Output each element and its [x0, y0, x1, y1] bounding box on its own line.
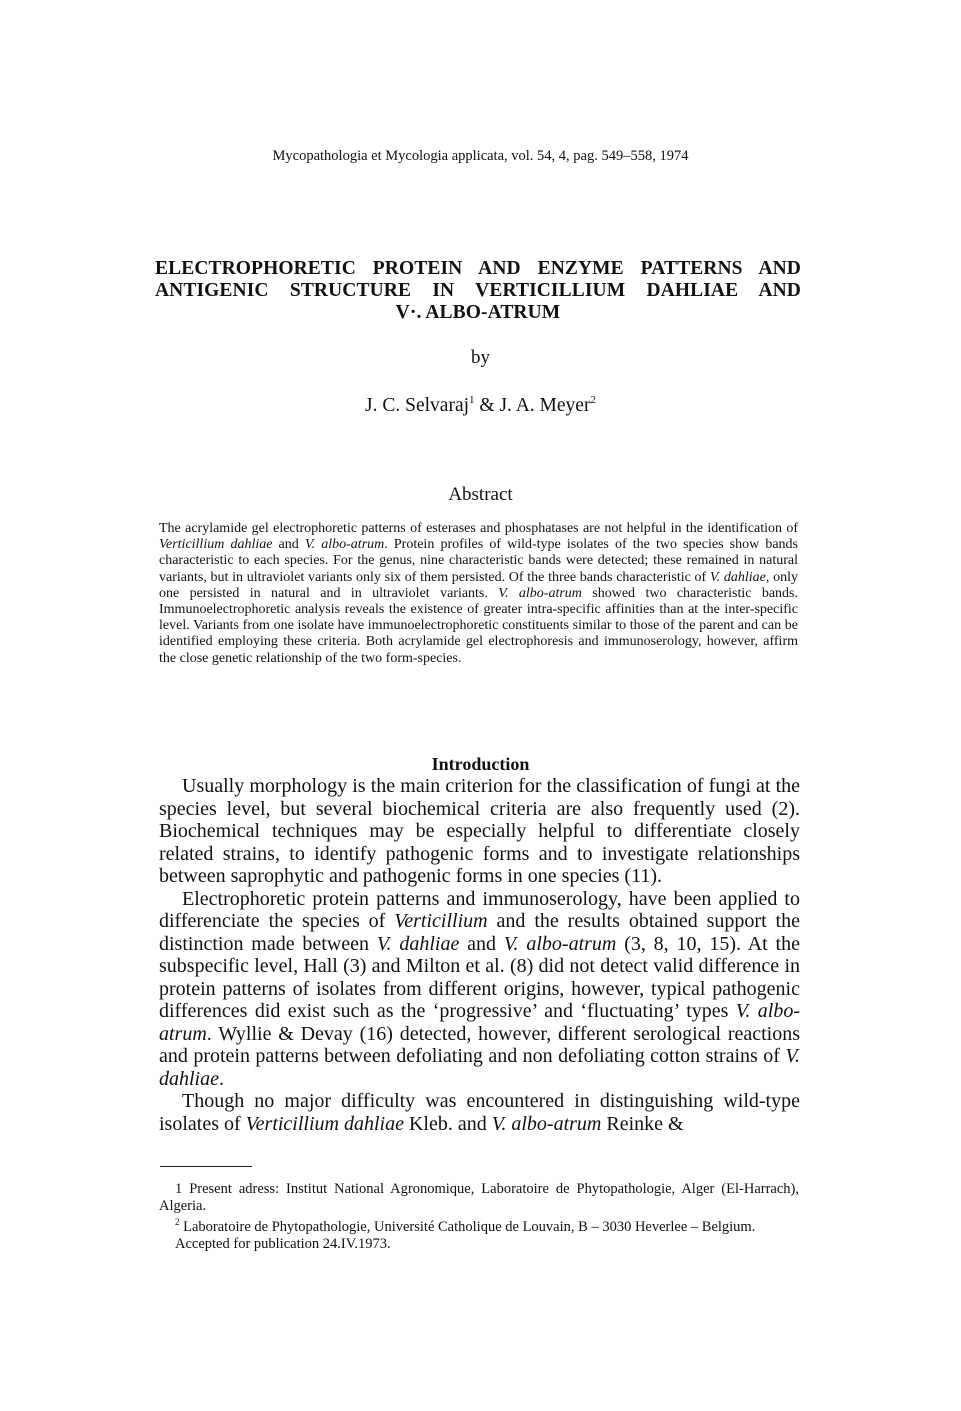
author-1-footnote-mark: 1 [469, 394, 475, 406]
title-line-3: V·. ALBO-ATRUM [395, 302, 561, 323]
by-label: by [471, 347, 490, 368]
introduction-heading: Introduction [431, 754, 530, 774]
footnote-separator [160, 1166, 252, 1167]
footnotes [159, 1181, 799, 1252]
intro-paragraph-2: Electrophoretic protein patterns and immunoserology, have been applied to differenciate the species of Verticillium and the results obtained support the distinction made between V. dahliae and V. albo-atrum (3, 8, 10, 15). At the subspecific level, Hall (3) and Milton et al. (8) did not detect valid difference in protein patterns of isolates from different origins, however, typical pathogenic differences did exist such as the ‘progressive’ and ‘fluctuating’ types V. albo-atrum. Wyllie & Devay (16) detected, however, different serological reactions and protein patterns between defoliating and non defoliating cotton strains of V. dahliae. [159, 887, 800, 1090]
title-line-2: ANTIGENIC STRUCTURE IN VERTICILLIUM DAHLIAE AND [155, 280, 801, 301]
abstract-body: The acrylamide gel electrophoretic patterns of esterases and phosphatases are not helpful in the identification of Verticillium dahliae and V. albo-atrum. Protein profiles of wild-type isolates of the two species show bands characteristic to each species. For the genus, nine characteristic bands were detected; these remained in natural variants, but in ultraviolet variants only six of them persisted. Of the three bands characteristic of V. dahliae, only one persisted in natural and in ultraviolet variants. V. albo-atrum showed two characteristic bands. Immunoelectrophoretic analysis reveals the existence of greater intra-specific affinities than at the inter-specific level. Variants from one isolate have immunoelectrophoretic constituents similar to those of the parent and can be identified employing these criteria. Both acrylamide gel electrophoresis and immunoserology, however, affirm the close genetic relationship of the two form-species. [159, 521, 799, 666]
author-separator: & [479, 395, 495, 416]
footnote-3: Accepted for publication 24.IV.1973. [175, 1235, 391, 1252]
journal-citation: Mycopathologia et Mycologia applicata, vol. 54, 4, pag. 549–558, 1974 [272, 148, 689, 164]
author-2-footnote-mark: 2 [590, 394, 596, 406]
author-line [0, 394, 961, 417]
introduction-body [159, 775, 800, 1135]
abstract-heading: Abstract [448, 484, 513, 505]
author-2: J. A. Meyer [499, 395, 591, 416]
footnote-2: $^2$ Laboratoire de Phytopathologie, Université Catholique de Louvain, B – 3030 Heverlee – Belgium. [175, 1217, 756, 1235]
author-1: J. C. Selvaraj [365, 395, 470, 416]
title-line-1: ELECTROPHORETIC PROTEIN AND ENZYME PATTERNS AND [155, 258, 801, 279]
paper-title [155, 258, 801, 324]
footnote-1: 1 Present adress: Institut National Agronomique, Laboratoire de Phytopathologie, Alger (El-Harrach), Algeria. [159, 1181, 799, 1214]
intro-paragraph-1: Usually morphology is the main criterion for the classification of fungi at the species level, but several biochemical criteria are also frequently used (2). Biochemical techniques may be especially helpful to differentiate closely related strains, to identify pathogenic forms and to investigate relationships between saprophytic and pathogenic forms in one species (11). [159, 775, 800, 887]
intro-paragraph-3: Though no major difficulty was encountered in distinguishing wild-type isolates of Verticillium dahliae Kleb. and V. albo-atrum Reinke & [159, 1090, 800, 1135]
